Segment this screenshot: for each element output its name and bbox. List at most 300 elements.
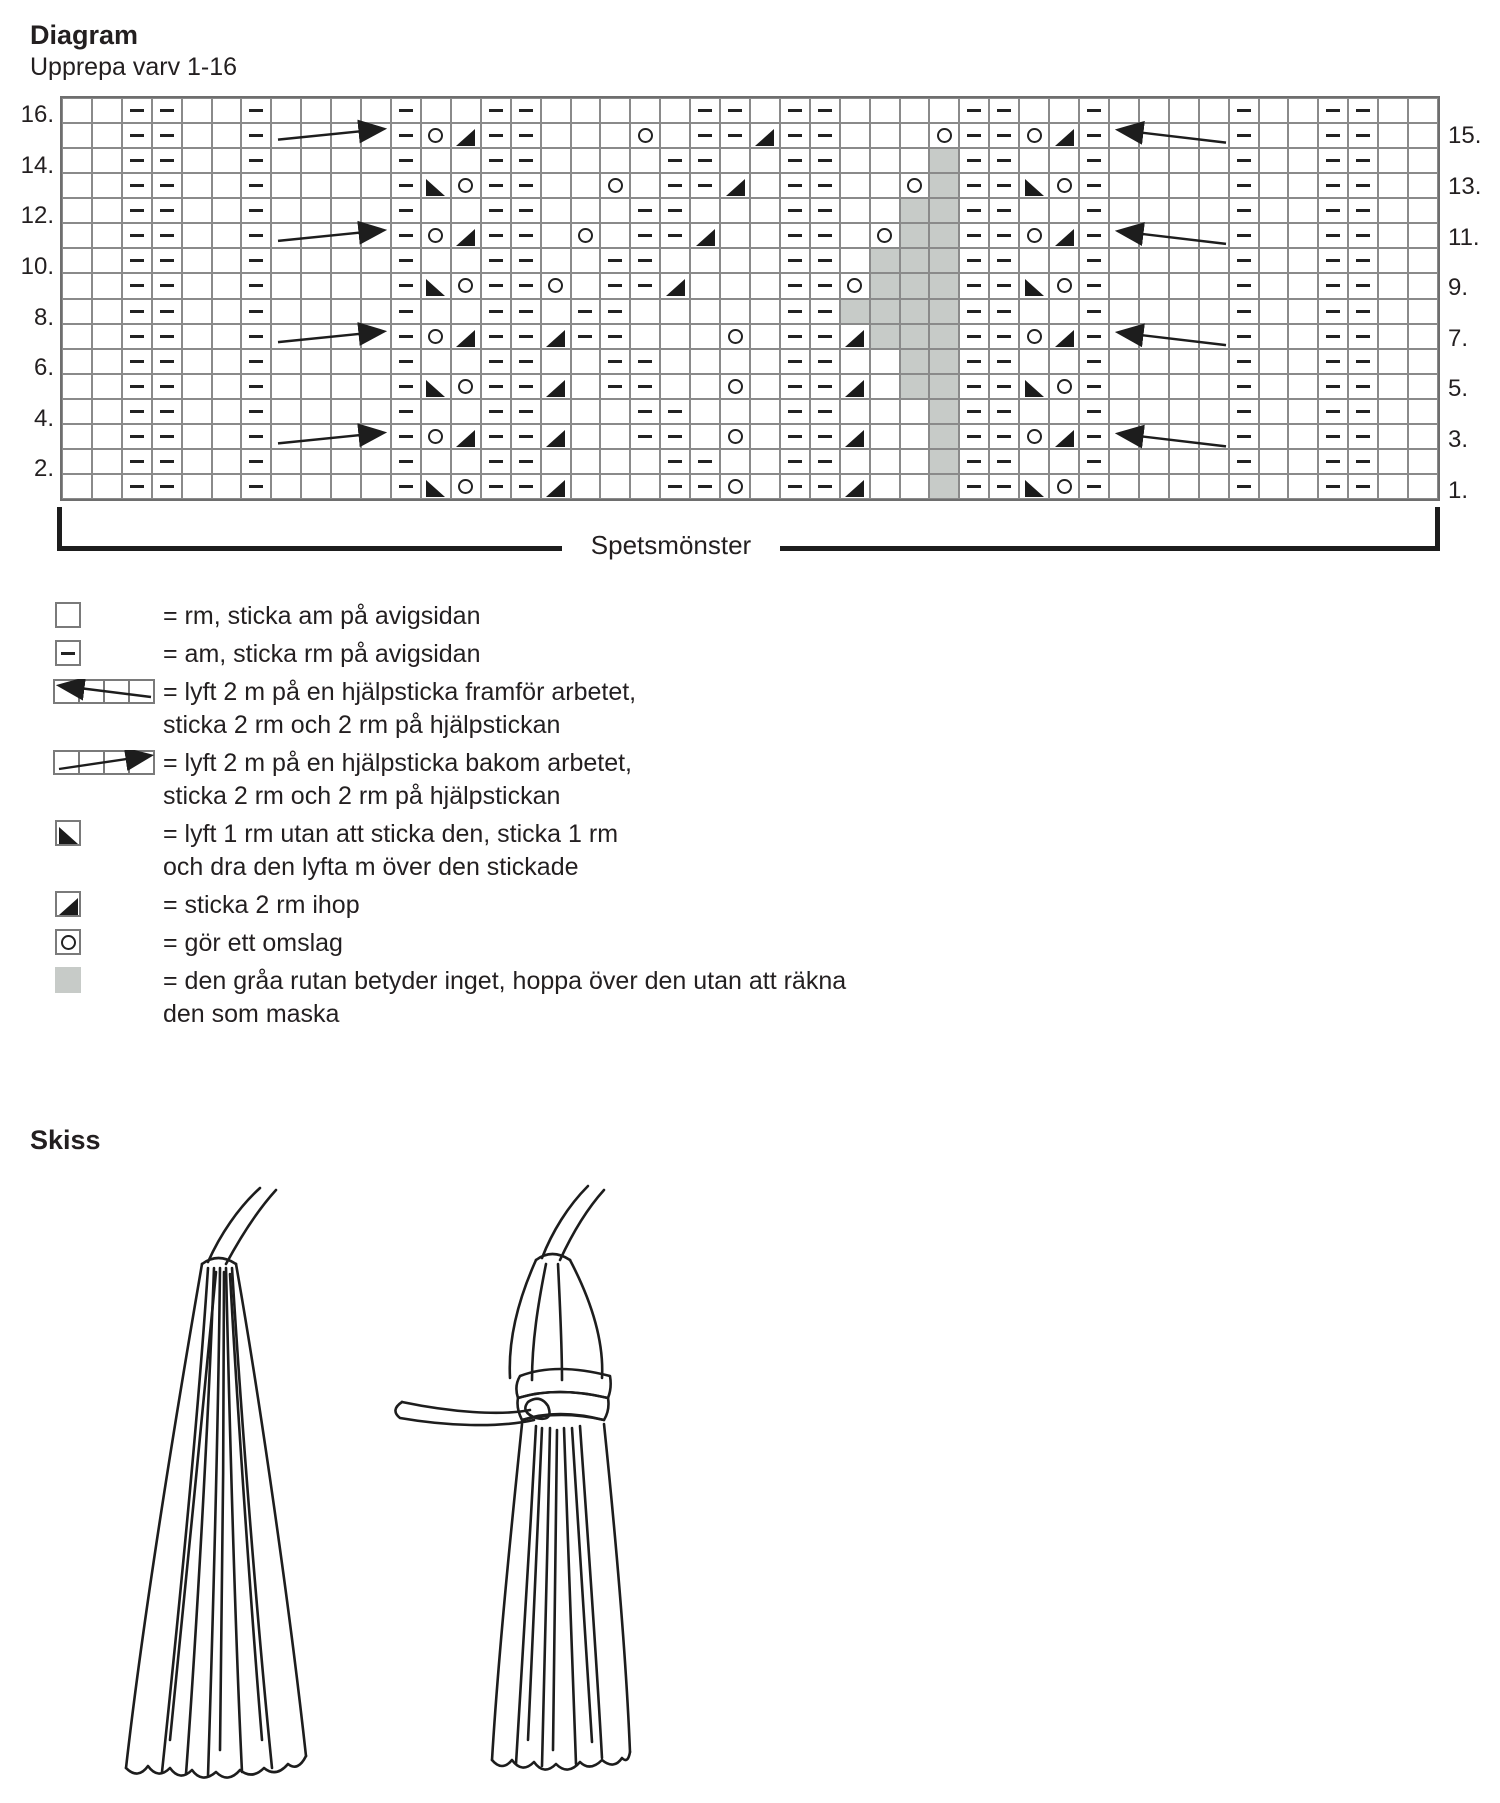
chart-cell bbox=[271, 98, 301, 123]
chart-cell bbox=[1139, 374, 1169, 399]
purl-icon bbox=[638, 410, 652, 413]
chart-cell bbox=[1348, 449, 1378, 474]
chart-cell bbox=[1109, 424, 1139, 449]
chart-cell bbox=[989, 223, 1019, 248]
chart-cell bbox=[391, 198, 421, 223]
purl-icon bbox=[249, 234, 263, 237]
chart-cell bbox=[720, 273, 750, 298]
chart-cell bbox=[1109, 173, 1139, 198]
purl-icon bbox=[1356, 485, 1370, 488]
chart-cell bbox=[212, 223, 242, 248]
row-number-right: 7. bbox=[1448, 324, 1469, 352]
chart-cell bbox=[1199, 223, 1229, 248]
purl-icon bbox=[160, 134, 174, 137]
chart-cell bbox=[511, 374, 541, 399]
chart-cell bbox=[182, 324, 212, 349]
k2tog-icon bbox=[845, 380, 864, 397]
chart-cell bbox=[1079, 399, 1109, 424]
chart-cell bbox=[182, 424, 212, 449]
purl-icon bbox=[818, 360, 832, 363]
purl-icon bbox=[519, 335, 533, 338]
chart-cell bbox=[870, 349, 900, 374]
chart-cell bbox=[780, 198, 810, 223]
chart-cell bbox=[1378, 173, 1408, 198]
chart-cell bbox=[571, 399, 601, 424]
chart-cell bbox=[1079, 374, 1109, 399]
purl-icon bbox=[997, 134, 1011, 137]
chart-cell bbox=[1348, 474, 1378, 499]
yo-icon bbox=[728, 429, 743, 444]
bracket-left-bar bbox=[57, 546, 562, 551]
chart-cell bbox=[630, 98, 660, 123]
chart-cell bbox=[1109, 198, 1139, 223]
purl-icon bbox=[997, 460, 1011, 463]
tassel-drawing bbox=[90, 1180, 790, 1798]
purl-icon bbox=[1356, 159, 1370, 162]
chart-cell bbox=[481, 299, 511, 324]
chart-cell bbox=[481, 424, 511, 449]
chart-cell bbox=[1079, 173, 1109, 198]
chart-cell bbox=[331, 449, 361, 474]
chart-cell bbox=[541, 299, 571, 324]
chart-cell bbox=[361, 98, 391, 123]
purl-icon bbox=[788, 259, 802, 262]
purl-icon bbox=[638, 259, 652, 262]
chart-cell bbox=[92, 98, 122, 123]
purl-icon bbox=[249, 410, 263, 413]
chart-cell bbox=[750, 424, 780, 449]
row-number-left: 12. bbox=[20, 202, 54, 230]
chart-cell bbox=[1169, 198, 1199, 223]
chart-cell bbox=[1109, 273, 1139, 298]
chart-cell bbox=[870, 424, 900, 449]
chart-cell bbox=[182, 399, 212, 424]
purl-icon bbox=[519, 410, 533, 413]
legend-item bbox=[55, 676, 1155, 742]
purl-icon bbox=[160, 259, 174, 262]
chart-cell bbox=[1139, 248, 1169, 273]
chart-cell bbox=[750, 273, 780, 298]
chart-cell bbox=[511, 98, 541, 123]
chart-cell bbox=[182, 449, 212, 474]
purl-icon bbox=[519, 360, 533, 363]
chart-cell bbox=[929, 273, 959, 298]
purl-icon bbox=[1326, 435, 1340, 438]
chart-cell bbox=[331, 98, 361, 123]
purl-icon bbox=[160, 310, 174, 313]
header bbox=[30, 20, 237, 81]
chart-cell bbox=[720, 399, 750, 424]
purl-icon bbox=[997, 435, 1011, 438]
chart-cell bbox=[959, 449, 989, 474]
chart-cell bbox=[301, 424, 331, 449]
k2tog-icon bbox=[1055, 129, 1074, 146]
chart-cell bbox=[1049, 223, 1079, 248]
chart-cell bbox=[959, 324, 989, 349]
chart-cell bbox=[511, 299, 541, 324]
chart-cell bbox=[421, 198, 451, 223]
chart-cell bbox=[840, 273, 870, 298]
chart-cell bbox=[1139, 173, 1169, 198]
purl-icon bbox=[399, 435, 413, 438]
bracket-left-tick bbox=[57, 507, 62, 551]
row-number-left: 16. bbox=[20, 101, 54, 128]
chart-cell bbox=[929, 424, 959, 449]
chart-cell bbox=[481, 173, 511, 198]
chart-cell bbox=[391, 148, 421, 173]
chart-cell bbox=[122, 399, 152, 424]
chart-cell bbox=[1109, 349, 1139, 374]
chart-cell bbox=[331, 324, 361, 349]
ssk-icon bbox=[1025, 279, 1044, 296]
chart-cell bbox=[1109, 98, 1139, 123]
purl-icon bbox=[788, 284, 802, 287]
chart-cell bbox=[481, 349, 511, 374]
row-number-right: 13. bbox=[1448, 172, 1482, 200]
chart-cell bbox=[481, 223, 511, 248]
chart-cell bbox=[870, 98, 900, 123]
chart-cell bbox=[660, 223, 690, 248]
purl-icon bbox=[1237, 184, 1251, 187]
chart-cell bbox=[1318, 148, 1348, 173]
chart-cell bbox=[959, 299, 989, 324]
chart-cell bbox=[122, 374, 152, 399]
purl-icon bbox=[967, 209, 981, 212]
chart-cell bbox=[271, 449, 301, 474]
chart-cell bbox=[241, 123, 271, 148]
purl-icon bbox=[668, 234, 682, 237]
chart-cell bbox=[1229, 148, 1259, 173]
purl-icon bbox=[160, 335, 174, 338]
chart-cell bbox=[122, 449, 152, 474]
yo-icon bbox=[728, 379, 743, 394]
chart-cell bbox=[720, 123, 750, 148]
purl-icon bbox=[160, 385, 174, 388]
chart-cell bbox=[1288, 98, 1318, 123]
purl-icon bbox=[608, 335, 622, 338]
purl-icon bbox=[130, 234, 144, 237]
chart-cell bbox=[1049, 424, 1079, 449]
chart-cell bbox=[810, 223, 840, 248]
chart-cell bbox=[152, 449, 182, 474]
chart-cell bbox=[600, 248, 630, 273]
chart-cell bbox=[571, 374, 601, 399]
chart-cell bbox=[660, 248, 690, 273]
chart-cell bbox=[241, 399, 271, 424]
chart-cell bbox=[122, 299, 152, 324]
chart-cell bbox=[1288, 324, 1318, 349]
chart-cell bbox=[1378, 399, 1408, 424]
chart-cell bbox=[1378, 223, 1408, 248]
chart-cell bbox=[1408, 324, 1438, 349]
chart-cell bbox=[630, 349, 660, 374]
chart-cell bbox=[1318, 248, 1348, 273]
purl-icon bbox=[130, 485, 144, 488]
chart-cell bbox=[900, 198, 930, 223]
purl-icon bbox=[1326, 259, 1340, 262]
purl-icon bbox=[698, 134, 712, 137]
chart-cell bbox=[1019, 449, 1049, 474]
chart-cell bbox=[541, 324, 571, 349]
k2tog-icon bbox=[546, 380, 565, 397]
chart-cell bbox=[451, 198, 481, 223]
purl-icon bbox=[1356, 259, 1370, 262]
chart-cell bbox=[989, 474, 1019, 499]
chart-cell bbox=[630, 198, 660, 223]
purl-icon bbox=[489, 109, 503, 112]
chart-cell bbox=[630, 399, 660, 424]
yo-icon bbox=[937, 128, 952, 143]
purl-icon bbox=[130, 159, 144, 162]
purl-icon bbox=[997, 385, 1011, 388]
chart-cell bbox=[1229, 198, 1259, 223]
row-number-left: 6. bbox=[33, 354, 54, 382]
chart-cell bbox=[900, 474, 930, 499]
chart-cell bbox=[1199, 349, 1229, 374]
chart-cell bbox=[1259, 198, 1289, 223]
purl-icon bbox=[1326, 209, 1340, 212]
chart-cell bbox=[989, 123, 1019, 148]
chart-cell bbox=[1288, 223, 1318, 248]
purl-icon bbox=[608, 360, 622, 363]
chart-cell bbox=[152, 198, 182, 223]
chart-cell bbox=[391, 399, 421, 424]
purl-icon bbox=[519, 259, 533, 262]
purl-icon bbox=[130, 385, 144, 388]
chart-cell bbox=[451, 123, 481, 148]
chart-cell bbox=[780, 399, 810, 424]
chart-cell bbox=[331, 223, 361, 248]
chart-cell bbox=[929, 299, 959, 324]
chart-cell bbox=[1019, 148, 1049, 173]
chart-cell bbox=[1408, 223, 1438, 248]
chart-cell bbox=[750, 349, 780, 374]
chart-cell bbox=[241, 273, 271, 298]
chart-cell bbox=[900, 98, 930, 123]
chart-cell bbox=[1079, 349, 1109, 374]
ssk-icon bbox=[1025, 179, 1044, 196]
chart-cell bbox=[810, 449, 840, 474]
purl-icon bbox=[1356, 410, 1370, 413]
purl-icon bbox=[788, 460, 802, 463]
chart-cell bbox=[1259, 349, 1289, 374]
chart-cell bbox=[331, 148, 361, 173]
chart-cell bbox=[989, 273, 1019, 298]
chart-cell bbox=[241, 173, 271, 198]
yo-icon bbox=[458, 379, 473, 394]
chart-cell bbox=[780, 123, 810, 148]
k2tog-icon bbox=[755, 129, 774, 146]
chart-cell bbox=[1259, 223, 1289, 248]
chart-cell bbox=[600, 424, 630, 449]
legend-text: = lyft 2 m på en hjälpsticka bakom arbetet, sticka 2 rm och 2 rm på hjälpstickan bbox=[163, 749, 632, 810]
k2tog-icon bbox=[1055, 330, 1074, 347]
purl-icon bbox=[249, 159, 263, 162]
chart-cell bbox=[541, 198, 571, 223]
purl-icon bbox=[1087, 335, 1101, 338]
chart-cell bbox=[780, 424, 810, 449]
yo-icon bbox=[1057, 178, 1072, 193]
chart-cell bbox=[391, 273, 421, 298]
chart-cell bbox=[511, 324, 541, 349]
chart-cell bbox=[989, 399, 1019, 424]
chart-cell bbox=[810, 374, 840, 399]
purl-icon bbox=[1326, 134, 1340, 137]
chart-cell bbox=[1259, 273, 1289, 298]
chart-cell bbox=[1318, 424, 1348, 449]
chart-cell bbox=[959, 198, 989, 223]
chart-cell bbox=[182, 248, 212, 273]
row-number-right: 9. bbox=[1448, 274, 1469, 302]
chart-cell bbox=[481, 273, 511, 298]
k2tog-icon bbox=[666, 279, 685, 296]
chart-cell bbox=[1229, 299, 1259, 324]
chart-cell bbox=[391, 474, 421, 499]
chart-cell bbox=[1408, 474, 1438, 499]
chart-cell bbox=[182, 223, 212, 248]
purl-icon bbox=[1087, 209, 1101, 212]
chart-cell bbox=[630, 374, 660, 399]
purl-icon bbox=[698, 485, 712, 488]
chart-cell bbox=[212, 449, 242, 474]
purl-icon bbox=[788, 385, 802, 388]
purl-icon bbox=[1356, 134, 1370, 137]
chart-cell bbox=[1139, 474, 1169, 499]
chart-cell bbox=[1318, 324, 1348, 349]
purl-icon bbox=[1356, 360, 1370, 363]
chart-cell bbox=[481, 248, 511, 273]
chart-cell bbox=[690, 173, 720, 198]
purl-icon bbox=[997, 184, 1011, 187]
purl-icon bbox=[668, 410, 682, 413]
yo-icon bbox=[458, 278, 473, 293]
purl-icon bbox=[489, 410, 503, 413]
purl-icon bbox=[1237, 385, 1251, 388]
purl-icon bbox=[1326, 184, 1340, 187]
purl-icon bbox=[1237, 485, 1251, 488]
purl-icon bbox=[399, 310, 413, 313]
chart-cell bbox=[391, 299, 421, 324]
chart-cell bbox=[451, 173, 481, 198]
chart-cell bbox=[959, 349, 989, 374]
k2tog-icon bbox=[845, 430, 864, 447]
purl-icon bbox=[788, 310, 802, 313]
purl-icon bbox=[997, 485, 1011, 488]
chart-cell bbox=[152, 248, 182, 273]
chart-cell bbox=[690, 349, 720, 374]
chart-cell bbox=[92, 123, 122, 148]
ssk-icon bbox=[426, 380, 445, 397]
chart-cell bbox=[541, 474, 571, 499]
chart-cell bbox=[511, 198, 541, 223]
purl-icon bbox=[967, 310, 981, 313]
chart-cell bbox=[840, 374, 870, 399]
chart-cell bbox=[660, 424, 690, 449]
chart-cell bbox=[600, 273, 630, 298]
chart-cell bbox=[1199, 324, 1229, 349]
chart-cell bbox=[870, 273, 900, 298]
purl-icon bbox=[967, 159, 981, 162]
chart-cell bbox=[1288, 173, 1318, 198]
chart-cell bbox=[690, 399, 720, 424]
chart-cell bbox=[690, 123, 720, 148]
chart-cell bbox=[212, 349, 242, 374]
chart-cell bbox=[451, 223, 481, 248]
purl-icon bbox=[1326, 234, 1340, 237]
chart-cell bbox=[511, 424, 541, 449]
chart-cell bbox=[810, 123, 840, 148]
chart-cell bbox=[241, 248, 271, 273]
chart-cell bbox=[301, 148, 331, 173]
chart-cell bbox=[1378, 424, 1408, 449]
chart-cell bbox=[212, 148, 242, 173]
chart-cell bbox=[600, 98, 630, 123]
purl-icon bbox=[967, 460, 981, 463]
chart-cell bbox=[152, 474, 182, 499]
purl-icon bbox=[1237, 284, 1251, 287]
purl-icon bbox=[967, 360, 981, 363]
chart-cell bbox=[1318, 374, 1348, 399]
chart-cell bbox=[271, 374, 301, 399]
ssk-icon bbox=[426, 279, 445, 296]
chart-cell bbox=[301, 98, 331, 123]
chart-cell bbox=[1378, 273, 1408, 298]
chart-cell bbox=[361, 474, 391, 499]
chart-cell bbox=[989, 198, 1019, 223]
chart-cell bbox=[1378, 198, 1408, 223]
chart-cell bbox=[301, 474, 331, 499]
chart-cell bbox=[271, 148, 301, 173]
yo-icon bbox=[548, 278, 563, 293]
tassel-plain bbox=[126, 1188, 306, 1778]
chart-cell bbox=[92, 424, 122, 449]
chart-cell bbox=[630, 148, 660, 173]
purl-icon bbox=[1326, 485, 1340, 488]
purl-icon bbox=[608, 310, 622, 313]
purl-icon bbox=[1087, 159, 1101, 162]
purl-icon bbox=[1326, 360, 1340, 363]
square-purl-icon bbox=[55, 638, 163, 671]
chart-cell bbox=[571, 148, 601, 173]
chart-cell bbox=[929, 399, 959, 424]
chart-cell bbox=[331, 299, 361, 324]
purl-icon bbox=[997, 284, 1011, 287]
chart-cell bbox=[421, 299, 451, 324]
chart-cell bbox=[1408, 299, 1438, 324]
chart-cell bbox=[1139, 324, 1169, 349]
legend-text: = lyft 2 m på en hjälpsticka framför arbetet, sticka 2 rm och 2 rm på hjälpstickan bbox=[163, 678, 637, 739]
purl-icon bbox=[399, 335, 413, 338]
chart-cell bbox=[1229, 324, 1259, 349]
purl-icon bbox=[1237, 209, 1251, 212]
chart-cell bbox=[1378, 123, 1408, 148]
chart-cell bbox=[62, 449, 92, 474]
chart-cell bbox=[660, 98, 690, 123]
chart-cell bbox=[451, 474, 481, 499]
legend-text: = den gråa rutan betyder inget, hoppa över den utan att räkna den som maska bbox=[163, 967, 847, 1028]
chart-cell bbox=[1348, 374, 1378, 399]
chart-cell bbox=[1288, 349, 1318, 374]
chart-cell bbox=[900, 449, 930, 474]
chart-cell bbox=[780, 248, 810, 273]
chart-cell bbox=[1378, 248, 1408, 273]
chart-cell bbox=[62, 299, 92, 324]
chart-cell bbox=[630, 424, 660, 449]
legend-item bbox=[55, 927, 1155, 960]
chart-cell bbox=[1348, 173, 1378, 198]
chart-cell bbox=[870, 248, 900, 273]
purl-icon bbox=[1237, 109, 1251, 112]
